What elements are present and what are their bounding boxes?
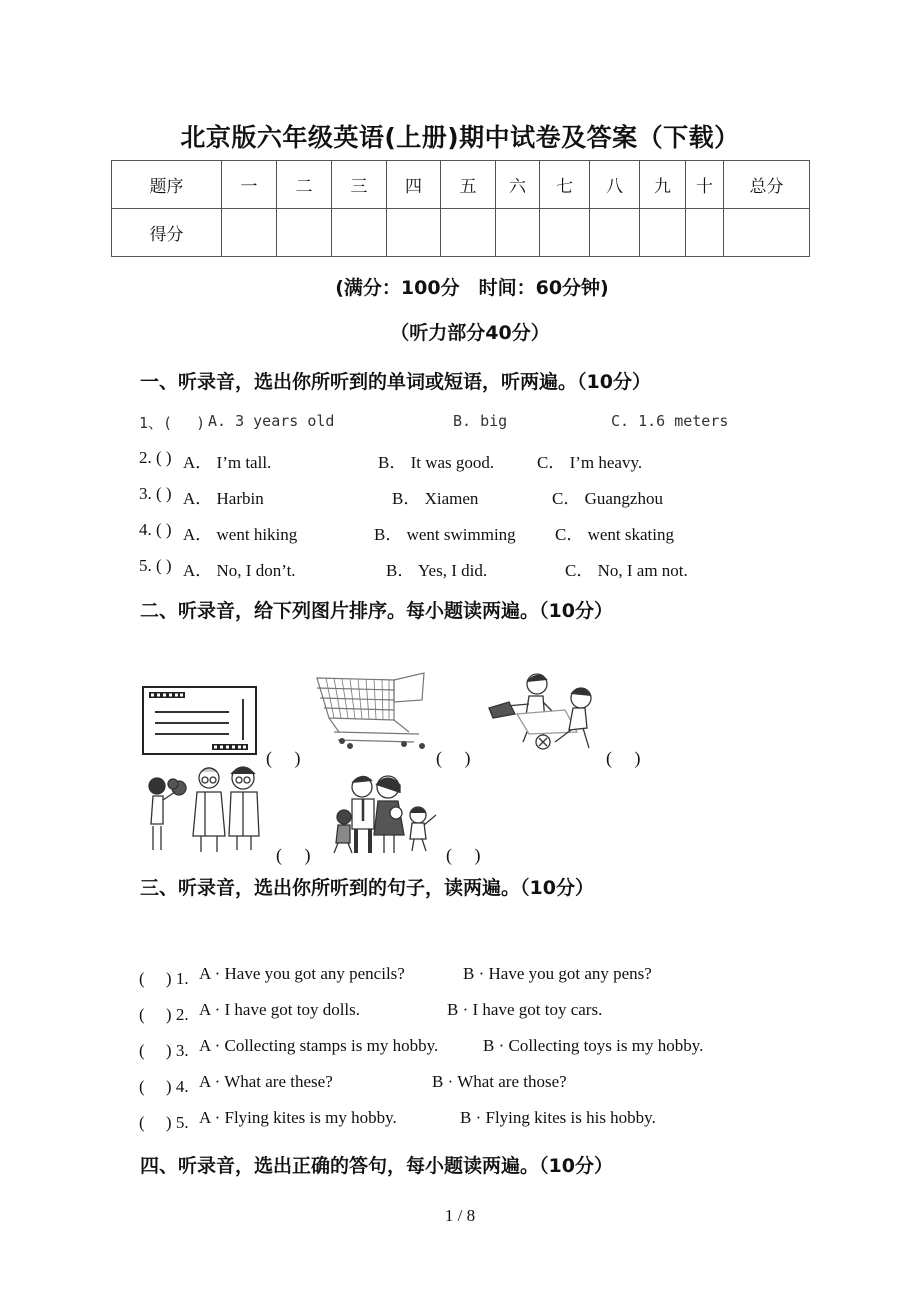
table-cell: 四 xyxy=(387,161,441,209)
table-cell: 题序 xyxy=(112,161,222,209)
question-number: 3. ( ) xyxy=(139,484,172,503)
option-b: B · Flying kites is his hobby. xyxy=(460,1108,656,1127)
option-a: A · Have you got any pencils? xyxy=(199,964,405,983)
section-4-heading: 四、听录音，选出正确的答句，每小题读两遍。（10分） xyxy=(140,1155,613,1177)
child-giving-flowers-image xyxy=(145,764,270,856)
option-c: C. 1.6 meters xyxy=(611,412,729,430)
section-1-heading: 一、听录音，选出你所听到的单词或短语，听两遍。（10分） xyxy=(140,371,651,393)
option-c: C． went skating xyxy=(555,525,674,544)
option-a: A · What are these? xyxy=(199,1072,333,1091)
section-2-heading: 二、听录音，给下列图片排序。每小题读两遍。（10分） xyxy=(140,600,613,622)
question-number: 1、( ) xyxy=(139,414,206,432)
option-b: B． Xiamen xyxy=(392,489,479,508)
question-number: ( ) 5. xyxy=(139,1113,189,1132)
table-cell: 六 xyxy=(496,161,540,209)
score-input-cell[interactable] xyxy=(332,209,387,257)
question-number: 5. ( ) xyxy=(139,556,172,575)
score-input-cell[interactable] xyxy=(686,209,724,257)
option-b: B． went swimming xyxy=(374,525,516,544)
postcard-image xyxy=(142,686,258,756)
option-a: A． Harbin xyxy=(183,489,264,508)
family-image xyxy=(322,773,442,855)
question-number: ( ) 3. xyxy=(139,1041,189,1060)
answer-blank[interactable]: ( ) xyxy=(446,845,481,865)
question-number: ( ) 4. xyxy=(139,1077,189,1096)
score-input-cell[interactable] xyxy=(222,209,277,257)
score-input-cell[interactable] xyxy=(441,209,496,257)
score-input-cell[interactable] xyxy=(277,209,332,257)
answer-blank[interactable]: ( ) xyxy=(436,748,471,768)
table-cell: 五 xyxy=(441,161,496,209)
score-table xyxy=(111,160,810,257)
table-cell: 得分 xyxy=(112,209,222,257)
question-number: 4. ( ) xyxy=(139,520,172,539)
option-b: B · What are those? xyxy=(432,1072,567,1091)
score-input-cell[interactable] xyxy=(387,209,441,257)
answer-blank[interactable]: ( ) xyxy=(266,748,301,768)
table-cell: 十 xyxy=(686,161,724,209)
option-a: A · I have got toy dolls. xyxy=(199,1000,361,1019)
table-cell: 一 xyxy=(222,161,277,209)
option-a: A. 3 years old xyxy=(208,412,335,430)
option-b: B. big xyxy=(453,412,508,430)
exam-info: (满分：100分 时间：60分钟) xyxy=(335,277,609,299)
answer-blank[interactable]: ( ) xyxy=(606,748,641,768)
option-b: B · I have got toy cars. xyxy=(447,1000,603,1019)
answer-blank[interactable]: ( ) xyxy=(276,845,311,865)
option-a: A · Collecting stamps is my hobby. xyxy=(199,1036,439,1055)
section-3-heading: 三、听录音，选出你所听到的句子，读两遍。（10分） xyxy=(140,877,594,899)
option-b: B． Yes, I did. xyxy=(386,561,488,580)
score-table-score-row xyxy=(112,209,810,257)
question-number: ( ) 1. xyxy=(139,969,189,988)
score-input-cell[interactable] xyxy=(496,209,540,257)
option-a: A． I’m tall. xyxy=(183,453,272,472)
score-input-cell[interactable] xyxy=(590,209,640,257)
option-c: C． Guangzhou xyxy=(552,489,663,508)
table-cell: 九 xyxy=(640,161,686,209)
listening-part-label: （听力部分40分） xyxy=(390,322,550,344)
boys-playing-football-image xyxy=(485,670,605,754)
option-c: C． No, I am not. xyxy=(565,561,688,580)
option-a: A · Flying kites is my hobby. xyxy=(199,1108,397,1127)
option-c: C． I’m heavy. xyxy=(537,453,643,472)
option-b: B · Collecting toys is my hobby. xyxy=(483,1036,704,1055)
score-table-header-row xyxy=(112,161,810,209)
question-number: 2. ( ) xyxy=(139,448,172,467)
table-cell: 八 xyxy=(590,161,640,209)
document-title: 北京版六年级英语(上册)期中试卷及答案（下载） xyxy=(180,123,740,152)
score-input-cell[interactable] xyxy=(640,209,686,257)
score-input-cell[interactable] xyxy=(724,209,810,257)
score-input-cell[interactable] xyxy=(540,209,590,257)
table-cell: 七 xyxy=(540,161,590,209)
page-number: 1 / 8 xyxy=(444,1206,476,1225)
option-b: B · Have you got any pens? xyxy=(463,964,652,983)
shopping-cart-image xyxy=(314,670,428,754)
table-cell: 二 xyxy=(277,161,332,209)
table-cell: 三 xyxy=(332,161,387,209)
option-a: A． No, I don’t. xyxy=(183,561,296,580)
option-a: A． went hiking xyxy=(183,525,298,544)
option-b: B． It was good. xyxy=(378,453,495,472)
table-cell: 总分 xyxy=(724,161,810,209)
question-number: ( ) 2. xyxy=(139,1005,189,1024)
